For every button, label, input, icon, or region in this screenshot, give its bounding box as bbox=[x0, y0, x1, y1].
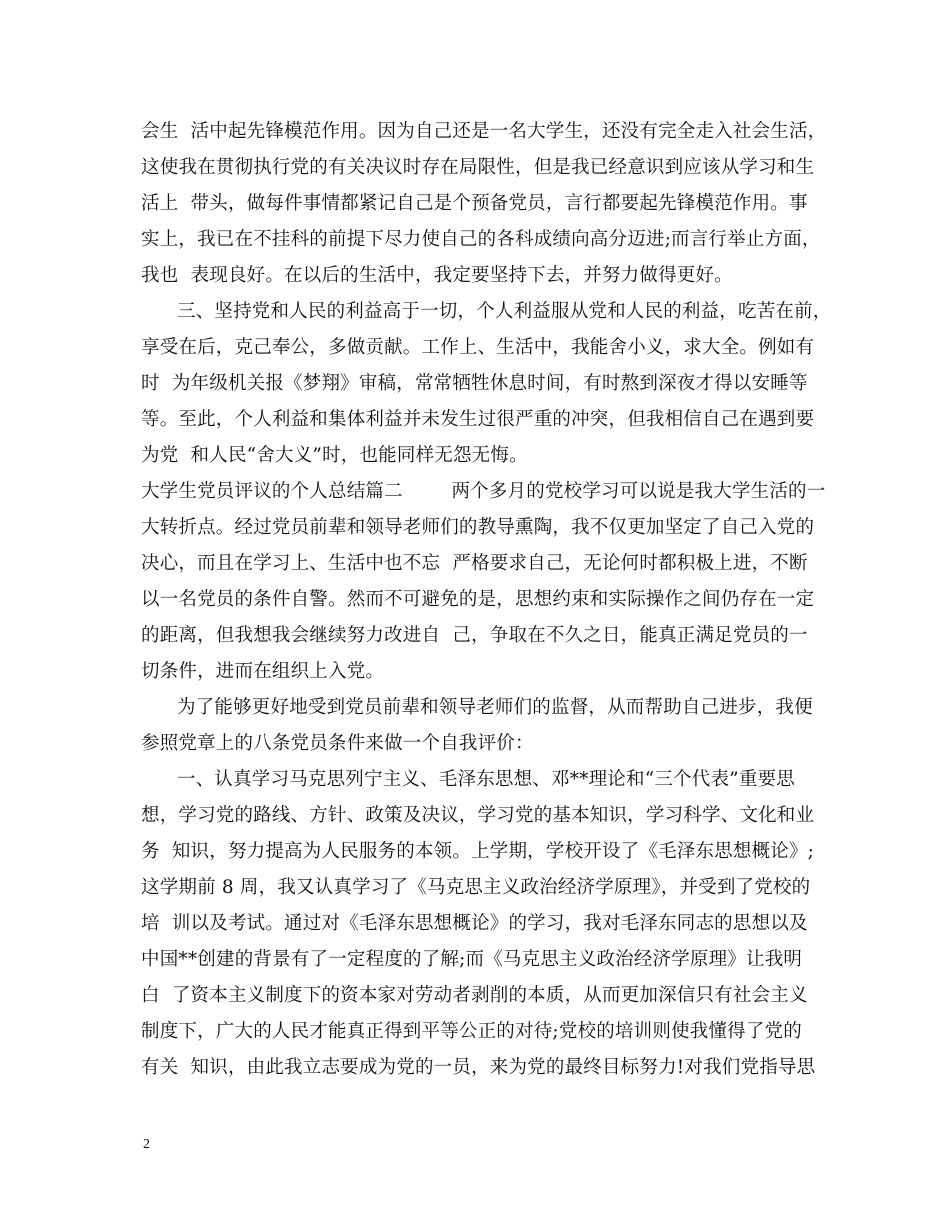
text-line: 享受在后，克己奉公，多做贡献。工作上、生活中，我能舍小义，求大全。例如有 bbox=[141, 337, 815, 358]
text-line: 这学期前 8 周，我又认真学习了《马克思主义政治经济学原理》，并受到了党校的 bbox=[141, 877, 811, 898]
text-line: 为党 和人民“舍大义”时，也能同样无怨无悔。 bbox=[141, 445, 528, 466]
text-line: 大学生党员评议的个人总结篇二 两个多月的党校学习可以说是我大学生活的一 bbox=[141, 481, 826, 502]
text-line: 这使我在贯彻执行党的有关决议时存在局限性，但是我已经意识到应该从学习和生 bbox=[141, 157, 815, 178]
text-line: 有关 知识，由此我立志要成为党的一员，来为党的最终目标努力!对我们党指导思 bbox=[141, 1057, 816, 1078]
text-line: 为了能够更好地受到党员前辈和领导老师们的监督，从而帮助自己进步，我便 bbox=[177, 697, 813, 718]
text-line: 培 训以及考试。通过对《毛泽东思想概论》的学习，我对毛泽东同志的思想以及 bbox=[141, 913, 808, 934]
text-line: 一、认真学习马克思列宁主义、毛泽东思想、邓**理论和“三个代表”重要思 bbox=[177, 769, 795, 790]
text-line: 白 了资本主义制度下的资本家对劳动者剥削的本质，从而更加深信只有社会主义 bbox=[141, 985, 808, 1006]
text-line: 等。至此，个人利益和集体利益并未发生过很严重的冲突，但我相信自己在遇到要 bbox=[141, 409, 815, 430]
text-line: 活上 带头，做每件事情都紧记自己是个预备党员，言行都要起先锋模范作用。事 bbox=[141, 193, 808, 214]
text-line: 务 知识，努力提高为人民服务的本领。上学期，学校开设了《毛泽东思想概论》; bbox=[141, 841, 815, 862]
text-line: 参照党章上的八条党员条件来做一个自我评价： bbox=[141, 733, 534, 754]
text-line: 我也 表现良好。在以后的生活中，我定要坚持下去，并努力做得更好。 bbox=[141, 265, 733, 286]
text-line: 想，学习党的路线、方针、政策及决议，学习党的基本知识，学习科学、文化和业 bbox=[141, 805, 815, 826]
text-line: 以一名党员的条件自警。然而不可避免的是，思想约束和实际操作之间仍存在一定 bbox=[141, 589, 815, 610]
text-line: 中国**创建的背景有了一定程度的了解;而《马克思主义政治经济学原理》让我明 bbox=[141, 949, 803, 970]
text-line: 制度下，广大的人民才能真正得到平等公正的对待;党校的培训则使我懂得了党的 bbox=[141, 1021, 802, 1042]
text-line: 切条件，进而在组织上入党。 bbox=[141, 661, 385, 682]
text-line: 的距离，但我想我会继续努力改进自 己，争取在不久之日，能真正满足党员的一 bbox=[141, 625, 808, 646]
text-line: 时 为年级机关报《梦翔》审稿，常常牺牲休息时间，有时熬到深夜才得以安睡等 bbox=[141, 373, 808, 394]
text-line: 决心，而且在学习上、生活中也不忘 严格要求自己，无论何时都积极上进，不断 bbox=[141, 553, 808, 574]
text-line: 大转折点。经过党员前辈和领导老师们的教导熏陶，我不仅更加坚定了自己入党的 bbox=[141, 517, 815, 538]
text-line: 会生 活中起先锋模范作用。因为自己还是一名大学生，还没有完全走入社会生活， bbox=[141, 121, 827, 142]
text-line: 三、坚持党和人民的利益高于一切，个人利益服从党和人民的利益，吃苦在前， bbox=[177, 301, 832, 322]
text-line: 实上，我已在不挂科的前提下尽力使自己的各科成绩向高分迈进;而言行举止方面， bbox=[141, 229, 821, 250]
page-number: 2 bbox=[143, 1137, 150, 1152]
